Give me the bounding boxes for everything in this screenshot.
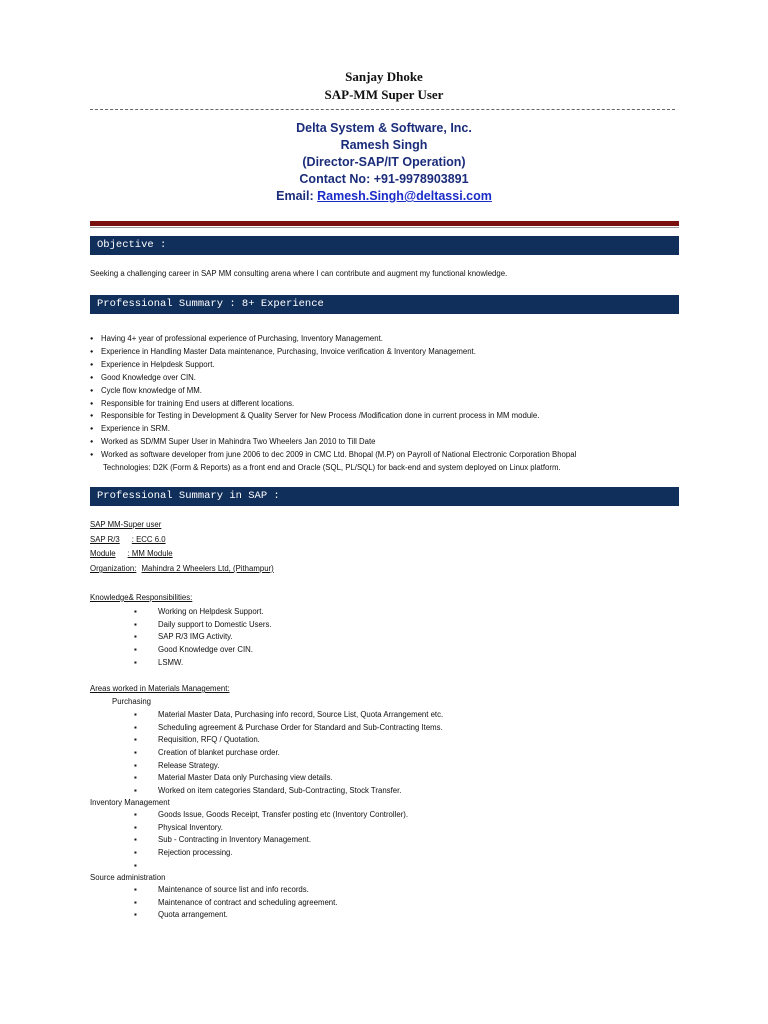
list-item (90, 449, 690, 475)
list-item: ▪ Maintenance of contract and scheduling agreement. (134, 897, 337, 910)
header-rule (90, 221, 679, 226)
sap-org-label: Organization: (90, 564, 137, 573)
list-item: ● Having 4+ year of professional experience of Purchasing, Inventory Management. (90, 333, 690, 346)
list-item: ▪ Release Strategy. (134, 760, 443, 773)
inventory-list (134, 809, 408, 872)
purchasing-list (134, 709, 443, 798)
contact-phone: Contact No: +91-9978903891 (299, 172, 469, 186)
list-item: ● Experience in Helpdesk Support. (90, 359, 690, 372)
sap-role-line: SAP MM-Super user (90, 520, 162, 529)
sap-r3-label: SAP R/3 (90, 535, 120, 544)
contact-email-line (0, 189, 768, 203)
list-item: ▪ Material Master Data, Purchasing info record, Source List, Quota Arrangement etc. (134, 709, 443, 722)
list-item: ▪ Working on Helpdesk Support. (134, 606, 272, 619)
list-item: ▪ Daily support to Domestic Users. (134, 619, 272, 632)
list-item: ▪ Requisition, RFQ / Quotation. (134, 734, 443, 747)
company-name: Delta System & Software, Inc. (296, 121, 472, 135)
list-item: ▪ Maintenance of source list and info records. (134, 884, 337, 897)
sap-module-label: Module (90, 549, 116, 558)
sap-r3-value: : ECC 6.0 (131, 535, 166, 544)
list-item: ▪ Good Knowledge over CIN. (134, 644, 272, 657)
areas-heading: Areas worked in Materials Management: (90, 684, 230, 693)
list-item: ▪ Material Master Data only Purchasing view details. (134, 772, 443, 785)
sap-module-value: : MM Module (127, 549, 173, 558)
list-item-line: Technologies: D2K (Form & Reports) as a front end and Oracle (SQL, PL/SQL) for back-end and system deployed on Linux platform. (103, 463, 561, 473)
contact-person: Ramesh Singh (340, 138, 428, 152)
list-item: ▪ Sub - Contracting in Inventory Management. (134, 834, 408, 847)
inventory-label: Inventory Management (90, 798, 170, 807)
list-item: ● Experience in Handling Master Data maintenance, Purchasing, Invoice verification & Inventory Management. (90, 346, 690, 359)
email-link[interactable]: Ramesh.Singh@deltassi.com (317, 189, 492, 203)
list-item: ▪ LSMW. (134, 657, 272, 670)
list-item: ▪ Creation of blanket purchase order. (134, 747, 443, 760)
source-list (134, 884, 337, 922)
email-label: Email: (276, 189, 318, 203)
list-item: ● Worked as SD/MM Super User in Mahindra Two Wheelers Jan 2010 to Till Date (90, 436, 690, 449)
list-item: ● Responsible for Testing in Development & Quality Server for New Process /Modification done in current process in MM module. (90, 410, 690, 423)
list-item: ▪ Quota arrangement. (134, 909, 337, 922)
section-summary-heading: Professional Summary : 8+ Experience (90, 295, 679, 314)
list-item: ▪ SAP R/3 IMG Activity. (134, 631, 272, 644)
list-item-line: Worked as software developer from june 2006 to dec 2009 in CMC Ltd. Bhopal (M.P) on Payroll of National Electronic Corporation Bhopal (101, 450, 577, 460)
list-item: ▪ Worked on item categories Standard, Sub-Contracting, Stock Transfer. (134, 785, 443, 798)
sap-org-value: Mahindra 2 Wheelers Ltd, (Pithampur) (141, 564, 274, 573)
dotted-divider (90, 109, 675, 110)
objective-text: Seeking a challenging career in SAP MM consulting arena where I can contribute and augment my functional knowledge. (90, 269, 508, 278)
list-item: ● Experience in SRM. (90, 423, 690, 436)
contact-title: (Director-SAP/IT Operation) (302, 155, 466, 169)
sap-org-line (90, 564, 274, 574)
summary-list (90, 333, 690, 475)
source-label: Source administration (90, 873, 166, 882)
candidate-name: Sanjay Dhoke (345, 69, 423, 84)
list-item: ● Responsible for training End users at different locations. (90, 398, 690, 411)
list-item: ● Good Knowledge over CIN. (90, 372, 690, 385)
list-item: ▪ Physical Inventory. (134, 822, 408, 835)
list-item: ▪ Goods Issue, Goods Receipt, Transfer posting etc (Inventory Controller). (134, 809, 408, 822)
section-objective-heading: Objective : (90, 236, 679, 255)
header-rule-thin (90, 227, 679, 228)
candidate-role: SAP-MM Super User (324, 87, 444, 102)
sap-module-line (90, 549, 173, 559)
knowledge-list (134, 606, 272, 669)
list-item (134, 860, 408, 873)
list-item: ▪ Scheduling agreement & Purchase Order for Standard and Sub-Contracting Items. (134, 722, 443, 735)
section-sap-heading: Professional Summary in SAP : (90, 487, 679, 506)
purchasing-label: Purchasing (112, 697, 152, 706)
list-item: ▪ Rejection processing. (134, 847, 408, 860)
sap-r3-line (90, 535, 166, 545)
knowledge-heading: Knowledge& Responsibilities: (90, 593, 193, 602)
list-item: ● Cycle flow knowledge of MM. (90, 385, 690, 398)
